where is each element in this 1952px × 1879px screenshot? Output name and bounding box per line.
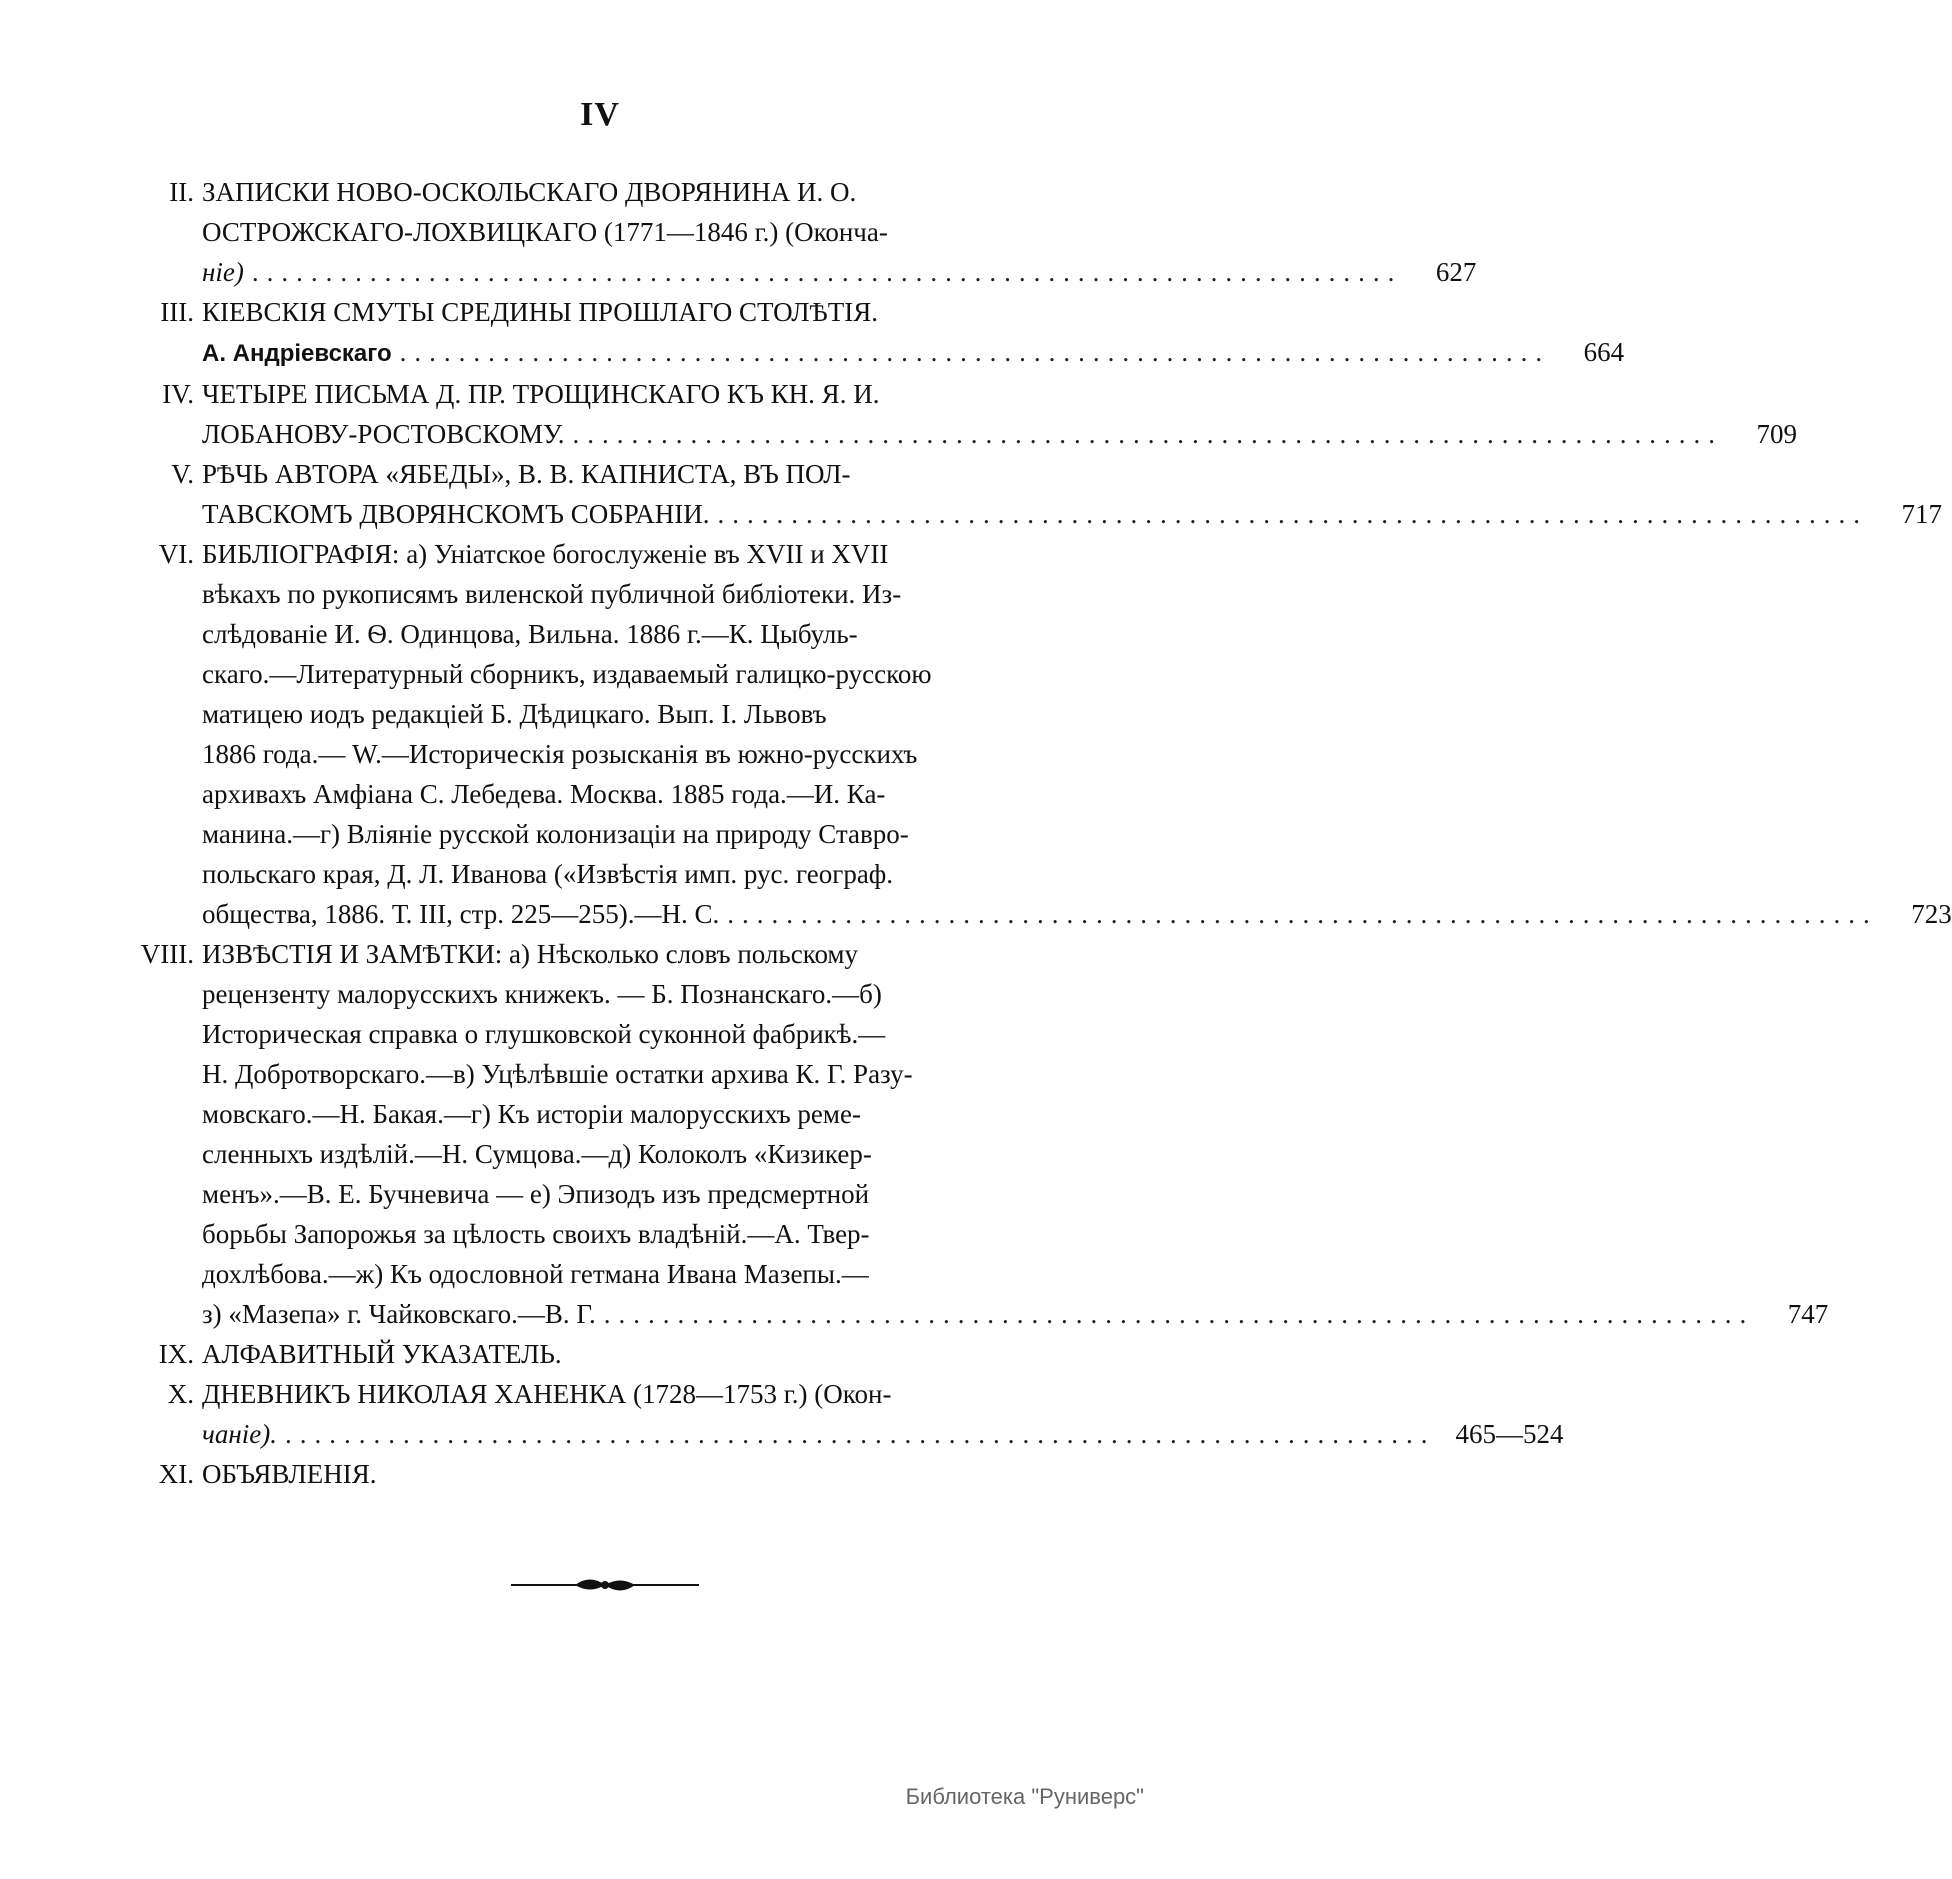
entry-line: слѣдованіе И. Ѳ. Одинцова, Вильна. 1886 г.—К. Цыбуль- xyxy=(202,619,858,649)
entry-line-last: ніе) xyxy=(202,257,244,287)
entry-author: А. Андріевскаго xyxy=(202,340,392,367)
toc-entry-viii xyxy=(110,934,1829,1334)
entry-body xyxy=(202,1334,1090,1374)
dot-leader: .............................................................................. xyxy=(717,499,1869,529)
entry-body xyxy=(202,534,1952,934)
entry-line: РѢЧЬ АВТОРА «ЯБЕДЫ», В. В. КАПНИСТА, ВЪ ПОЛ- xyxy=(202,459,851,489)
toc-entry-ix xyxy=(110,1334,1090,1374)
toc-entry-x xyxy=(110,1374,1564,1454)
entry-line: вѣкахъ по рукописямъ виленской публичной библіотеки. Из- xyxy=(202,579,902,609)
entry-line: рецензенту малорусскихъ книжекъ. — Б. Познанскаго.—б) xyxy=(202,979,882,1009)
entry-line-last: ТАВСКОМЪ ДВОРЯНСКОМЪ СОБРАНІИ. xyxy=(202,499,710,529)
entry-line: Н. Добротворскаго.—в) Уцѣлѣвшіе остатки архива К. Г. Разу- xyxy=(202,1059,913,1089)
entry-line-last: АЛФАВИТНЫЙ УКАЗАТЕЛЬ. xyxy=(202,1339,562,1369)
entry-line: мовскаго.—Н. Бакая.—г) Къ исторіи малорусскихъ реме- xyxy=(202,1099,861,1129)
dot-leader: .............................................................................. xyxy=(572,419,1724,449)
table-of-contents xyxy=(110,172,1952,1494)
entry-page: 723 xyxy=(1911,899,1952,929)
toc-entry-ii xyxy=(110,172,1477,292)
entry-page: 664 xyxy=(1583,337,1625,367)
entry-line: Историческая справка о глушковской суконной фабрикѣ.— xyxy=(202,1019,886,1049)
entry-number: III. xyxy=(160,297,194,327)
entry-number: XI. xyxy=(158,1459,194,1489)
entry-line-last: чаніе). xyxy=(202,1419,278,1449)
entry-line: польскаго края, Д. Л. Иванова («Извѣстія имп. рус. географ. xyxy=(202,859,894,889)
entry-body xyxy=(202,172,1476,292)
entry-page: 627 xyxy=(1435,257,1477,287)
entry-line: ОСТРОЖСКАГО-ЛОХВИЦКАГО (1771—1846 г.) (Оконча- xyxy=(202,217,888,247)
entry-line: ДНЕВНИКЪ НИКОЛАЯ ХАНЕНКА (1728—1753 г.) (Окон- xyxy=(202,1379,892,1409)
entry-number: VI. xyxy=(158,539,194,569)
dot-leader: .............................................................................. xyxy=(727,899,1878,929)
dot-leader: .............................................................................. xyxy=(285,1419,1436,1449)
entry-number: II. xyxy=(169,177,194,207)
entry-line-last: з) «Мазепа» г. Чайковскаго.—В. Г. xyxy=(202,1299,596,1329)
entry-number: X. xyxy=(167,1379,194,1409)
ornament-divider-icon xyxy=(505,1570,705,1600)
entry-line: сленныхъ издѣлій.—Н. Сумцова.—д) Колоколъ «Кизикер- xyxy=(202,1139,872,1169)
entry-body xyxy=(202,934,1828,1334)
entry-line: менъ».—В. Е. Бучневича — е) Эпизодъ изъ предсмертной xyxy=(202,1179,870,1209)
entry-line-last: общества, 1886. Т. III, стр. 225—255).—Н. С. xyxy=(202,899,720,929)
dot-leader: .............................................................................. xyxy=(399,337,1551,367)
entry-line: ИЗВѢСТІЯ И ЗАМѢТКИ: а) Нѣсколько словъ польскому xyxy=(202,939,859,969)
page-number: IV xyxy=(580,96,620,133)
entry-page: 747 xyxy=(1787,1299,1829,1329)
entry-line: 1886 года.— W.—Историческія розысканія въ южно-русскихъ xyxy=(202,739,918,769)
entry-line: КІЕВСКІЯ СМУТЫ СРЕДИНЫ ПРОШЛАГО СТОЛѢТІЯ. xyxy=(202,297,878,327)
entry-body xyxy=(202,292,1624,374)
entry-line: ЗАПИСКИ НОВО-ОСКОЛЬСКАГО ДВОРЯНИНА И. О. xyxy=(202,177,857,207)
entry-number: IX. xyxy=(158,1339,194,1369)
entry-number: IV. xyxy=(162,379,194,409)
entry-number: VIII. xyxy=(140,939,194,969)
entry-line-last: ЛОБАНОВУ-РОСТОВСКОМУ. xyxy=(202,419,565,449)
toc-entry-v xyxy=(110,454,1943,534)
entry-line: архивахъ Амфіана С. Лебедева. Москва. 1885 года.—И. Ка- xyxy=(202,779,886,809)
toc-entry-xi xyxy=(110,1454,1090,1494)
entry-page: 709 xyxy=(1756,419,1798,449)
entry-body xyxy=(202,454,1942,534)
entry-body xyxy=(202,374,1797,454)
entry-body xyxy=(202,1454,1090,1494)
entry-number: V. xyxy=(171,459,194,489)
entry-body xyxy=(202,1374,1564,1454)
entry-line-last: ОБЪЯВЛЕНІЯ. xyxy=(202,1459,377,1489)
entry-page: 465—524 xyxy=(1455,1419,1564,1449)
toc-entry-iv xyxy=(110,374,1798,454)
entry-page: 717 xyxy=(1901,499,1943,529)
dot-leader: .............................................................................. xyxy=(603,1299,1755,1329)
entry-line: БИБЛІОГРАФІЯ: а) Уніатское богослуженіе въ XVII и XVII xyxy=(202,539,889,569)
entry-line: скаго.—Литературный сборникъ, издаваемый галицко-русскою xyxy=(202,659,932,689)
entry-line: дохлѣбова.—ж) Къ одословной гетмана Ивана Мазепы.— xyxy=(202,1259,869,1289)
library-credit: Библиотека "Руниверс" xyxy=(905,1784,1144,1809)
entry-line: манина.—г) Вліяніе русской колонизаціи на природу Ставро- xyxy=(202,819,909,849)
entry-line: матицею иодъ редакціей Б. Дѣдицкаго. Вып. I. Львовъ xyxy=(202,699,827,729)
toc-entry-vi xyxy=(110,534,1952,934)
dot-leader: .............................................................................. xyxy=(251,257,1403,287)
toc-entry-iii xyxy=(110,292,1625,374)
entry-line: борьбы Запорожья за цѣлость своихъ владѣній.—А. Твер- xyxy=(202,1219,870,1249)
entry-line: ЧЕТЫРЕ ПИСЬМА Д. ПР. ТРОЩИНСКАГО КЪ КН. Я. И. xyxy=(202,379,880,409)
